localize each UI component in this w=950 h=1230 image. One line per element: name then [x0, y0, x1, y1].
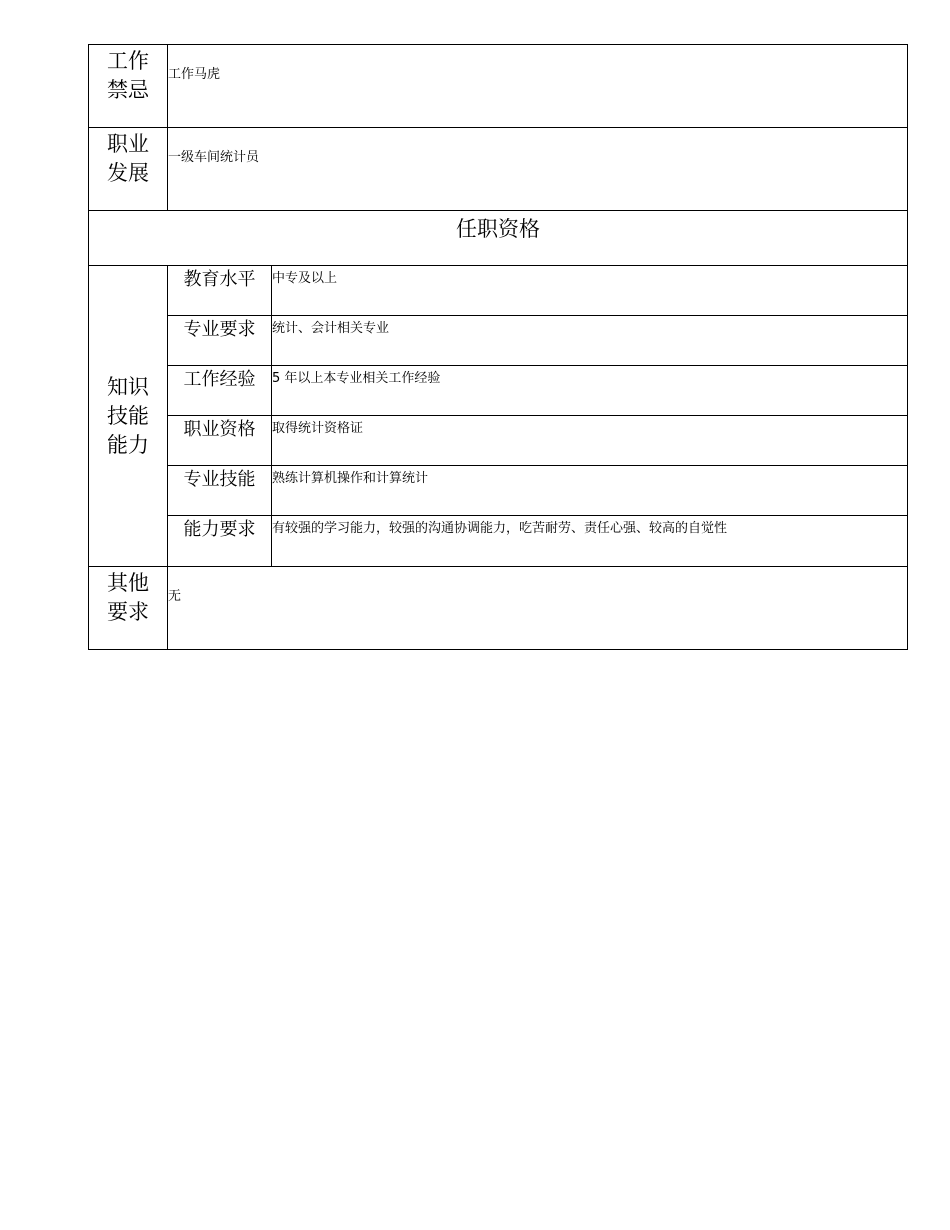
ksa-label: 知识技能能力	[107, 374, 149, 457]
other-label: 其他要求	[107, 571, 149, 624]
career-label: 职业发展	[107, 132, 149, 185]
ksa-row	[89, 366, 908, 416]
taboo-label-cell	[89, 45, 168, 128]
other-label-cell	[89, 567, 168, 650]
skills-label: 专业技能	[168, 466, 272, 516]
major-label: 专业要求	[168, 316, 272, 366]
ksa-row	[89, 466, 908, 516]
experience-label: 工作经验	[168, 366, 272, 416]
taboo-row	[89, 45, 908, 128]
education-label: 教育水平	[168, 266, 272, 316]
ksa-row	[89, 266, 908, 316]
qualifications-header: 任职资格	[89, 211, 908, 266]
ksa-row	[89, 416, 908, 466]
skills-value: 熟练计算机操作和计算统计	[272, 466, 908, 516]
career-label-cell	[89, 128, 168, 211]
ability-value: 有较强的学习能力，较强的沟通协调能力，吃苦耐劳、责任心强、较高的自觉性	[272, 516, 908, 567]
job-description-table	[88, 44, 908, 650]
ksa-row	[89, 316, 908, 366]
qualifications-header-row	[89, 211, 908, 266]
taboo-value: 工作马虎	[168, 45, 908, 128]
certification-label: 职业资格	[168, 416, 272, 466]
ability-label: 能力要求	[168, 516, 272, 567]
major-value: 统计、会计相关专业	[272, 316, 908, 366]
ksa-label-cell	[89, 266, 168, 567]
ksa-row	[89, 516, 908, 567]
taboo-label: 工作禁忌	[107, 49, 149, 102]
other-row	[89, 567, 908, 650]
education-value: 中专及以上	[272, 266, 908, 316]
career-row	[89, 128, 908, 211]
experience-value: 5 年以上本专业相关工作经验	[272, 366, 908, 416]
career-value: 一级车间统计员	[168, 128, 908, 211]
other-value: 无	[168, 567, 908, 650]
certification-value: 取得统计资格证	[272, 416, 908, 466]
